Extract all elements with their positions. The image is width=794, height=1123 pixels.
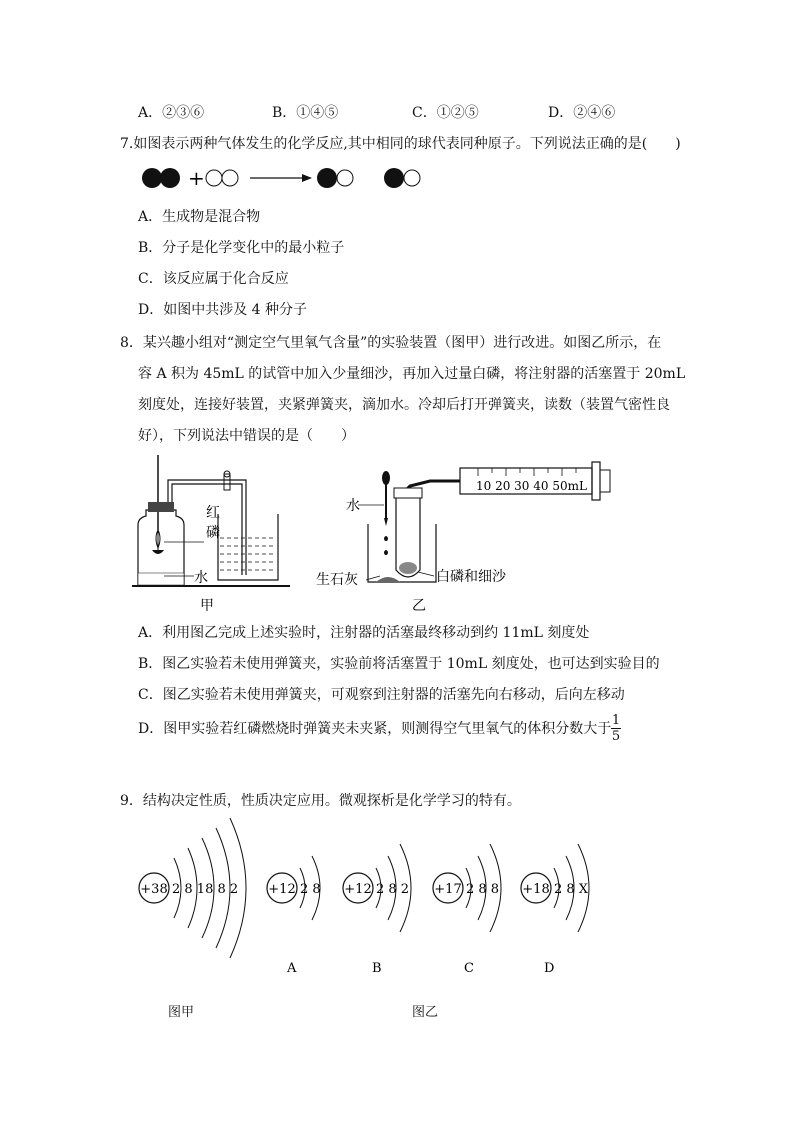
stopper xyxy=(148,502,174,512)
label-water: 水 xyxy=(194,570,208,586)
atom-label: A xyxy=(287,961,297,976)
label-red-phosphorus-1: 红 xyxy=(206,505,220,521)
option-d: D．②④⑥ xyxy=(548,105,616,121)
syringe-plunger xyxy=(592,462,600,500)
arrow-head-icon xyxy=(302,174,312,182)
q8-option-a: A．利用图乙完成上述实验时，注射器的活塞最终移动到约 11mL 刻度处 xyxy=(138,625,590,641)
label-red-phosphorus-2: 磷 xyxy=(206,525,220,541)
question-9-stem: 9．结构决定性质，性质决定应用。微观探析是化学学习的特有。 xyxy=(120,793,521,809)
caption-jia: 甲 xyxy=(200,598,214,614)
electron-shells: 2 8 18 8 2 xyxy=(172,882,239,897)
black-atom xyxy=(384,168,404,188)
water-drop-icon xyxy=(384,550,388,555)
black-atom xyxy=(160,168,180,188)
atom-structure xyxy=(521,844,589,976)
q8-option-b: B．图乙实验若未使用弹簧夹，实验前将活塞置于 10mL 刻度处，也可达到实验目的 xyxy=(138,656,660,672)
nucleus-charge: +18 xyxy=(522,882,550,897)
white-atom xyxy=(206,170,222,186)
nucleus-charge: +12 xyxy=(268,882,296,897)
option-a: A．②③⑥ xyxy=(138,105,205,121)
spoon xyxy=(152,550,164,554)
white-atom xyxy=(222,170,238,186)
quicklime xyxy=(376,577,400,582)
figure-yi xyxy=(310,458,620,615)
atom-structure-diagrams xyxy=(130,810,610,980)
q7-option-a: A．生成物是混合物 xyxy=(138,209,261,225)
nucleus-charge: +38 xyxy=(140,882,168,897)
atom-label: D xyxy=(544,961,555,976)
q7-option-c: C．该反应属于化合反应 xyxy=(138,271,289,287)
label-white-phosphorus: 白磷和细沙 xyxy=(436,569,506,585)
question-8-line-4: 好），下列说法中错误的是（ ） xyxy=(138,428,355,444)
q7-option-b: B．分子是化学变化中的最小粒子 xyxy=(138,240,345,256)
syringe-scale: 10 20 30 40 50mL xyxy=(476,479,587,493)
label-quicklime: 生石灰 xyxy=(316,572,358,588)
q7-option-d: D．如图中共涉及 4 种分子 xyxy=(138,302,308,318)
option-b: B．①④⑤ xyxy=(272,105,339,121)
q8-option-c: C．图乙实验若未使用弹簧夹，可观察到注射器的活塞先向右移动，后向左移动 xyxy=(138,687,625,703)
white-atom xyxy=(337,170,353,186)
nucleus-charge: +17 xyxy=(434,882,462,897)
question-8-line-1: 8．某兴趣小组对“测定空气里氧气含量”的实验装置（图甲）进行改进。如图乙所示，在 xyxy=(120,335,662,351)
beaker-yi xyxy=(368,524,436,582)
atom-label: C xyxy=(464,961,474,976)
atom-structure xyxy=(267,856,321,976)
reaction-diagram xyxy=(130,160,430,200)
atom-label: B xyxy=(372,961,382,976)
label-water-yi: 水 xyxy=(346,498,360,514)
white-atom xyxy=(404,170,420,186)
q8-option-d: D．图甲实验若红磷燃烧时弹簧夹未夹紧，则测得空气里氧气的体积分数大于 xyxy=(138,721,612,737)
electron-shells: 2 8 2 xyxy=(376,882,410,897)
caption-yi: 乙 xyxy=(412,598,426,614)
caption-figure-yi: 图乙 xyxy=(412,1005,439,1020)
atom-structure xyxy=(139,818,246,958)
fraction-denominator: 5 xyxy=(611,729,621,744)
black-atom xyxy=(317,168,337,188)
atom-structure xyxy=(433,844,501,976)
black-atom xyxy=(142,168,162,188)
question-7-stem: 7.如图表示两种气体发生的化学反应,其中相同的球代表同种原子。下列说法正确的是( ) xyxy=(120,136,681,152)
figure-jia xyxy=(128,450,298,615)
electron-shells: 2 8 xyxy=(300,882,321,897)
caption-figure-jia: 图甲 xyxy=(168,1005,195,1020)
electron-shells: 2 8 X xyxy=(554,882,589,897)
fraction-one-fifth xyxy=(611,714,621,743)
question-8-line-2: 容 A 积为 45mL 的试管中加入少量细沙，再加入过量白磷，将注射器的活塞置于 20mL xyxy=(138,366,686,382)
option-c: C．①②⑤ xyxy=(412,105,479,121)
question-8-line-3: 刻度处，连接好装置，夹紧弹簧夹，滴加水。冷却后打开弹簧夹，读数（装置气密性良 xyxy=(138,397,670,413)
plus-sign: + xyxy=(188,166,205,190)
electron-shells: 2 8 8 xyxy=(466,882,500,897)
water-drop-icon xyxy=(384,536,388,541)
fraction-numerator: 1 xyxy=(611,713,621,728)
atom-structure xyxy=(343,844,411,976)
white-phosphorus xyxy=(399,562,417,574)
nucleus-charge: +12 xyxy=(344,882,372,897)
